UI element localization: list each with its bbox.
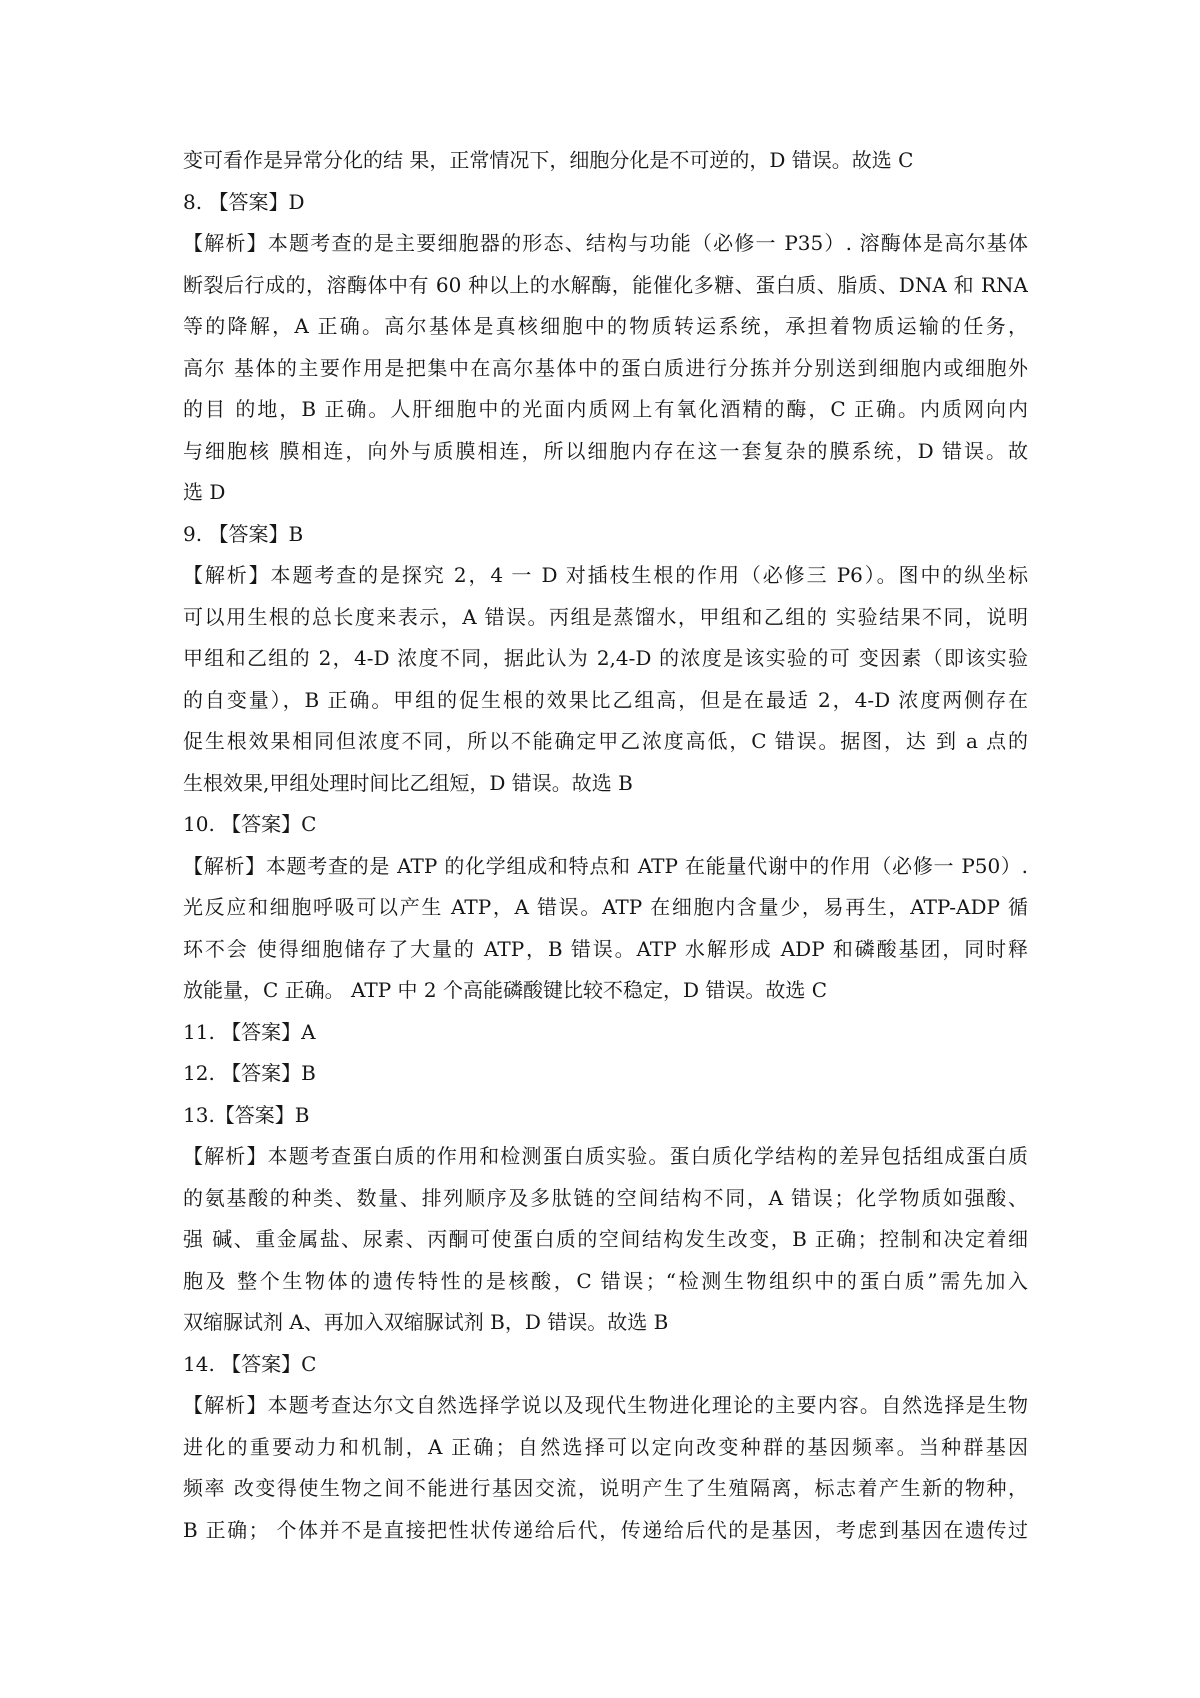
text-line: 胞及 整个生物体的遗传特性的是核酸，C 错误；“检测生物组织中的蛋白质”需先加入 xyxy=(183,1268,1028,1293)
text-line: 【解析】本题考查的是 ATP 的化学组成和特点和 ATP 在能量代谢中的作用（必修一 P50）. xyxy=(183,853,1028,878)
text-line: 12. 【答案】B xyxy=(183,1061,316,1085)
text-line: 变可看作是异常分化的结 果，正常情况下，细胞分化是不可逆的，D 错误。故选 C xyxy=(183,148,914,172)
text-line: 【解析】本题考查的是探究 2，4 一 D 对插枝生根的作用（必修三 P6）。图中的纵坐标 xyxy=(183,563,1028,587)
text-line: 光反应和细胞呼吸可以产生 ATP，A 错误。ATP 在细胞内含量少，易再生，ATP-ADP 循 xyxy=(183,895,1028,919)
text-line: 【解析】本题考查蛋白质的作用和检测蛋白质实验。蛋白质化学结构的差异包括组成蛋白质 xyxy=(183,1144,1028,1168)
answer-key-text xyxy=(183,140,1028,1551)
text-line: 进化的重要动力和机制，A 正确；自然选择可以定向改变种群的基因频率。当种群基因 xyxy=(183,1434,1028,1459)
text-line: 10. 【答案】C xyxy=(183,812,317,836)
text-line: 强 碱、重金属盐、尿素、丙酮可使蛋白质的空间结构发生改变，B 正确；控制和决定着细 xyxy=(183,1227,1028,1251)
text-line: 环不会 使得细胞储存了大量的 ATP，B 错误。ATP 水解形成 ADP 和磷酸基团，同时释 xyxy=(183,936,1028,961)
text-line: 11. 【答案】A xyxy=(183,1019,316,1044)
text-line: 高尔 基体的主要作用是把集中在高尔基体中的蛋白质进行分拣并分别送到细胞内或细胞外 xyxy=(183,355,1028,380)
text-line: 的目 的地，B 正确。人肝细胞中的光面内质网上有氧化酒精的酶，C 正确。内质网向内 xyxy=(183,397,1028,421)
text-line: 9. 【答案】B xyxy=(183,521,304,546)
text-line: 可以用生根的总长度来表示，A 错误。丙组是蒸馏水，甲组和乙组的 实验结果不同，说明 xyxy=(183,604,1028,629)
text-line: 选 D xyxy=(183,480,226,504)
text-line: 的氨基酸的种类、数量、排列顺序及多肽链的空间结构不同，A 错误；化学物质如强酸、 xyxy=(183,1185,1028,1210)
text-line: 断裂后行成的，溶酶体中有 60 种以上的水解酶，能催化多糖、蛋白质、脂质、DNA 和 RNA xyxy=(183,272,1028,297)
text-line: 生根效果,甲组处理时间比乙组短，D 错误。故选 B xyxy=(183,770,633,795)
text-line: 8. 【答案】D xyxy=(183,189,305,214)
text-line: 14. 【答案】C xyxy=(183,1351,317,1376)
text-line: 甲组和乙组的 2，4-D 浓度不同，据此认为 2,4-D 的浓度是该实验的可 变因素（即该实验 xyxy=(183,646,1028,670)
text-line: 促生根效果相同但浓度不同，所以不能确定甲乙浓度高低，C 错误。据图，达 到 a 点的 xyxy=(183,729,1028,753)
text-line: 频率 改变得使生物之间不能进行基因交流，说明产生了生殖隔离，标志着产生新的物种， xyxy=(183,1476,1028,1500)
text-line: 的自变量），B 正确。甲组的促生根的效果比乙组高，但是在最适 2，4-D 浓度两侧存在 xyxy=(183,687,1028,712)
text-line: 与细胞核 膜相连，向外与质膜相连，所以细胞内存在这一套复杂的膜系统，D 错误。故 xyxy=(183,438,1028,463)
text-line: 放能量，C 正确。 ATP 中 2 个高能磷酸键比较不稳定，D 错误。故选 C xyxy=(183,978,828,1002)
text-line: 【解析】本题考查的是主要细胞器的形态、结构与功能（必修一 P35）. 溶酶体是高尔基体 xyxy=(183,231,1028,255)
text-line: 双缩脲试剂 A、再加入双缩脲试剂 B，D 错误。故选 B xyxy=(183,1310,669,1334)
text-line: 13.【答案】B xyxy=(183,1102,310,1127)
text-line: 【解析】本题考查达尔文自然选择学说以及现代生物进化理论的主要内容。自然选择是生物 xyxy=(183,1393,1028,1417)
text-line: B 正确； 个体并不是直接把性状传递给后代，传递给后代的是基因，考虑到基因在遗传过 xyxy=(183,1517,1028,1542)
text-line: 等的降解，A 正确。高尔基体是真核细胞中的物质转运系统，承担着物质运输的任务， xyxy=(183,314,1028,338)
